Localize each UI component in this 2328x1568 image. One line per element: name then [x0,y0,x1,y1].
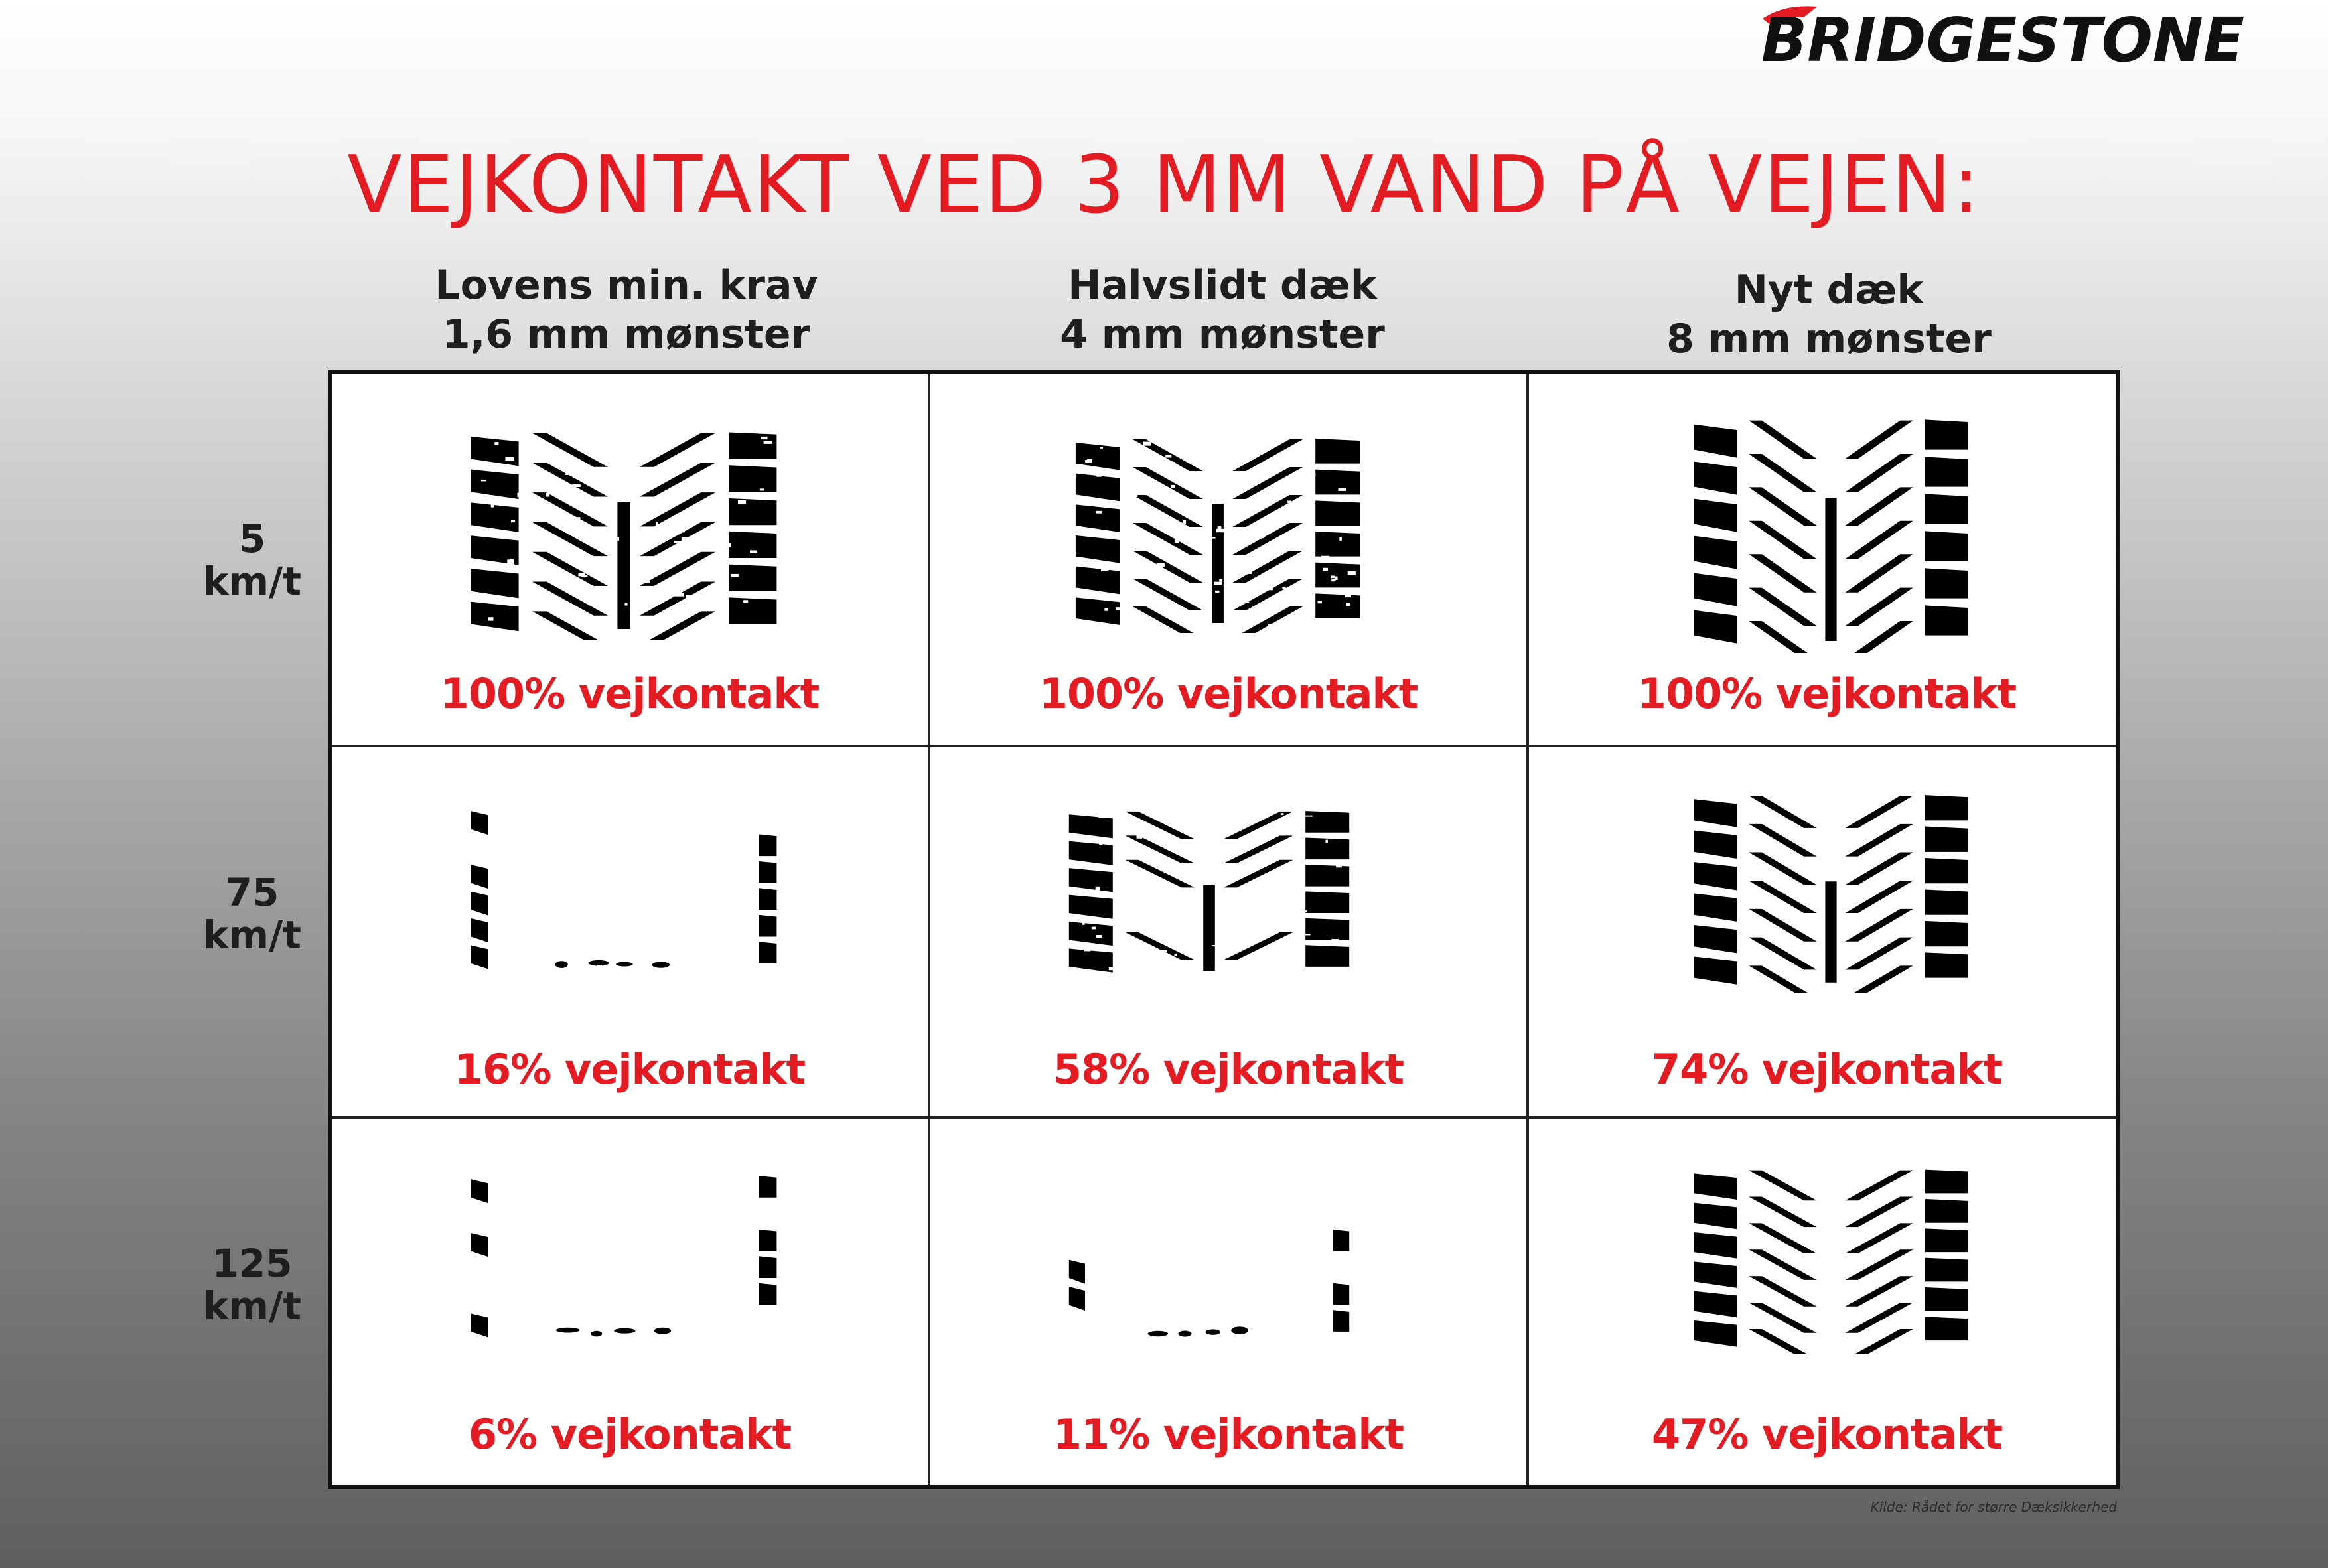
row-header-5kmh [169,518,335,603]
column-header-min-requirement [328,261,925,359]
grid-cell [930,374,1526,745]
contact-percentage: 47% vejkontakt [1651,1410,2003,1459]
row-header-125kmh [169,1242,335,1327]
tire-tread-footprint-icon [465,804,783,976]
brand-name: BRIDGESTONE [1761,5,2244,69]
column-header-line1: Lovens min. krav [435,262,818,309]
tire-tread-footprint-icon [1688,414,1974,653]
row-header-line1: 125 [212,1241,293,1286]
contact-percentage: 11% vejkontakt [1053,1410,1404,1459]
tire-tread-footprint-icon [1070,434,1366,633]
row-header-line1: 75 [225,870,279,915]
grid-cell [1529,374,2125,745]
tire-tread-footprint-icon [1063,1172,1355,1344]
grid-cell [332,1119,928,1489]
column-header-half-worn [924,261,1521,359]
column-header-new-tire [1530,265,2128,364]
contact-percentage: 16% vejkontakt [454,1045,806,1094]
row-header-line2: km/t [203,1283,301,1328]
contact-percentage: 6% vejkontakt [468,1410,792,1459]
tire-tread-footprint-icon [1063,807,1355,979]
row-header-line2: km/t [203,912,301,958]
grid-cell [930,747,1526,1116]
contact-percentage: 74% vejkontakt [1651,1045,2003,1094]
column-header-line1: Nyt dæk [1734,267,1924,313]
source-note: Kilde: Rådet for større Dæksikkerhed [1870,1499,2117,1515]
row-header-line1: 5 [238,516,266,561]
contact-percentage: 100% vejkontakt [440,670,820,718]
column-header-line2: 8 mm mønster [1666,316,1992,362]
contact-percentage: 100% vejkontakt [1637,670,2017,718]
page-title: VEJKONTAKT VED 3 MM VAND PÅ VEJEN: [347,139,1981,232]
grid-cell [332,747,928,1116]
tire-tread-footprint-icon [465,1172,783,1344]
grid-cell [1529,747,2125,1116]
tire-tread-footprint-icon [465,427,783,640]
contact-percentage: 58% vejkontakt [1053,1045,1404,1094]
bridgestone-b-mark-icon [1757,0,2250,69]
grid-cell [930,1119,1526,1489]
row-header-75kmh [169,871,335,956]
column-header-line1: Halvslidt dæk [1068,262,1377,309]
grid-cell [332,374,928,745]
column-header-line2: 4 mm mønster [1060,311,1385,358]
contact-percentage: 100% vejkontakt [1039,670,1418,718]
grid-cell [1529,1119,2125,1489]
bridgestone-logo [1757,0,2250,69]
tire-tread-footprint-icon [1688,1165,1974,1354]
column-header-line2: 1,6 mm mønster [442,311,811,358]
row-header-line2: km/t [203,559,301,604]
contact-grid [328,370,2120,1489]
tire-tread-footprint-icon [1688,790,1974,993]
